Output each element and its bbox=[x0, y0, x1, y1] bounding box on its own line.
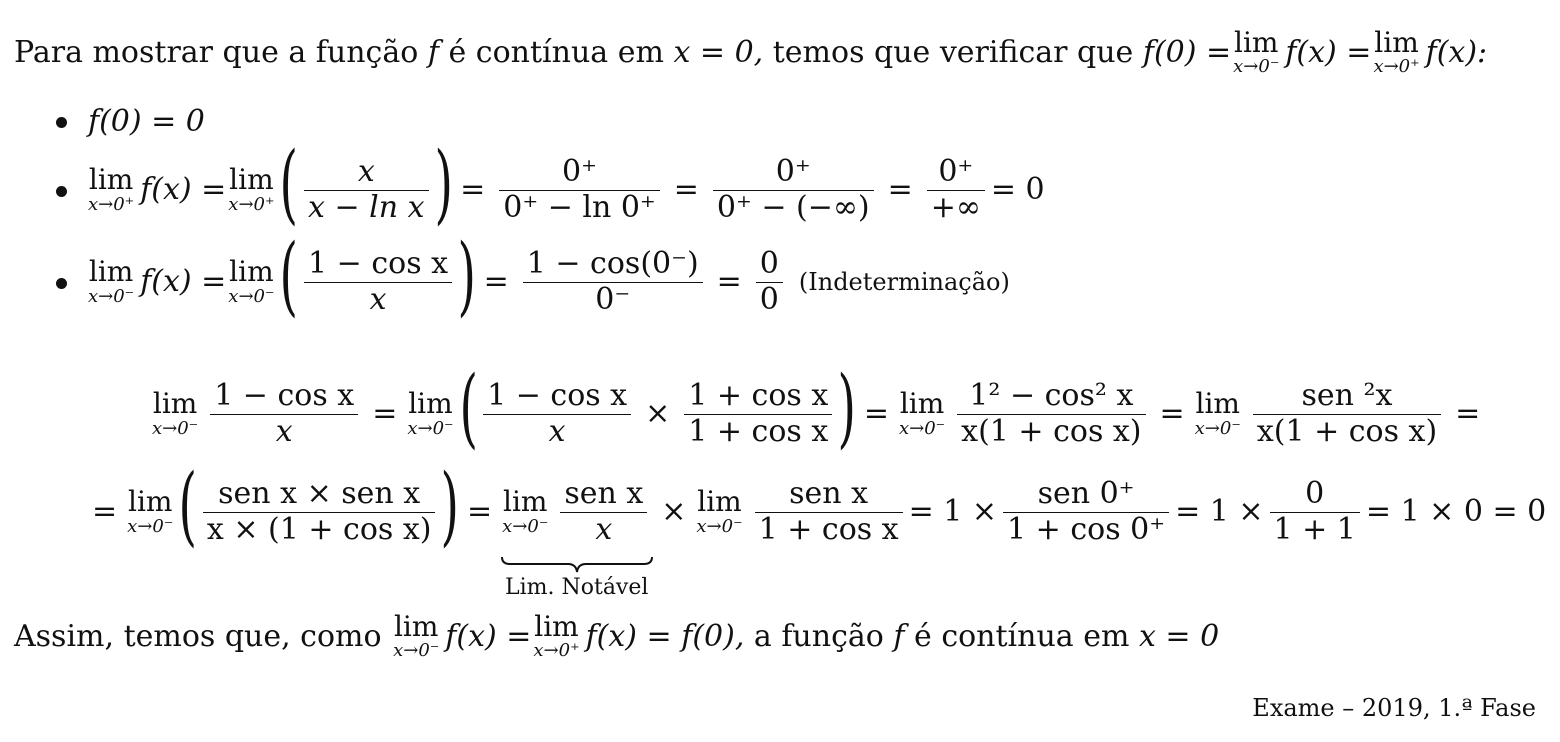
conclusion-lim-right: lim x→0⁺ bbox=[533, 610, 580, 662]
conclusion-line bbox=[14, 612, 1219, 661]
b2-frac4: $\frac{0^+}{+\infty}$ bbox=[927, 155, 985, 225]
eq1-lim-d: lim x→0⁻ bbox=[1194, 387, 1241, 439]
b2-result: = 0 bbox=[990, 172, 1045, 207]
equation-2: = lim x→0⁻ ( $\frac{\text{sen x × sen x}}{\text{x × (1 + cos x)}}$ ) = lim x→0⁻ $\frac{\text{sen x}}{x}$ Lim. Notável × lim x→0⁻ $\frac{\text{sen x}}{\text{1 + cos x}}$ = 1 × $\frac{\text{sen 0⁺}}{1 + \cos 0^+}$ = 1 × $\frac{0}{1 + 1}$ = 1 × 0 = 0 bbox=[92, 456, 1547, 600]
eq2-frac-c: $\frac{\text{sen x}}{\text{1 + cos x}}$ bbox=[755, 477, 903, 547]
intro-fx2: f(x): bbox=[1425, 34, 1488, 70]
left-paren: ( bbox=[280, 134, 299, 234]
b2-frac1: $\frac{x}{\text{x − ln x}}$ bbox=[304, 155, 429, 225]
conclusion-text-before: Assim, temos que, como bbox=[14, 618, 382, 654]
underbrace-icon bbox=[500, 555, 654, 573]
bullet-dot-1 bbox=[56, 117, 67, 128]
intro-lim-left: lim x→0⁻ bbox=[1233, 26, 1280, 78]
right-paren: ) bbox=[837, 358, 857, 458]
eq1-frac-b: $\frac{\text{1 − cos x}}{x}$ bbox=[483, 379, 631, 449]
eq2-lim-a: lim x→0⁻ bbox=[127, 485, 174, 537]
right-paren: ) bbox=[440, 456, 460, 556]
intro-text-before: Para mostrar que a função bbox=[14, 34, 419, 70]
eq2-frac-d: $\frac{\text{sen 0⁺}}{1 + \cos 0^+}$ bbox=[1003, 477, 1169, 547]
left-paren: ( bbox=[280, 226, 299, 326]
intro-fx1: f(x) = bbox=[1285, 34, 1372, 70]
brace-label: Lim. Notável bbox=[504, 575, 649, 600]
b3-fx: f(x) = bbox=[140, 264, 227, 299]
eq2-frac-a: $\frac{\text{sen x × sen x}}{\text{x × (1 + cos x)}}$ bbox=[203, 477, 436, 547]
left-paren: ( bbox=[459, 358, 478, 458]
bullet-1: f(0) = 0 bbox=[88, 104, 205, 139]
equation-1: lim x→0⁻ $\frac{\text{1 − cos x}}{x}$ = lim x→0⁻ ( $\frac{\text{1 − cos x}}{x}$ × $\frac{\text{1 + cos x}}{\text{1 + cos x}}$ ) = lim x→0⁻ $\frac{\text{1² − cos² x}}{\text{x(1 + cos x)}}$ = lim x→0⁻ $\frac{\text{sen ²x}}{\text{x(1 + cos x)}}$ = bbox=[152, 358, 1481, 458]
b3-frac2: $\frac{1 - \cos(0^-)}{0^-}$ bbox=[523, 247, 703, 317]
b2-lim: lim x→0⁺ bbox=[88, 163, 135, 215]
conclusion-cond: x = 0 bbox=[1138, 618, 1220, 654]
left-paren: ( bbox=[178, 456, 198, 556]
b3-lim-2: lim x→0⁻ bbox=[228, 255, 275, 307]
b3-note: (Indeterminação) bbox=[798, 268, 1010, 296]
eq2-frac-b: $\frac{\text{sen x}}{x}$ bbox=[560, 477, 647, 547]
conclusion-fx1: f(x) = bbox=[445, 618, 532, 654]
intro-text-mid2: temos que verificar que bbox=[772, 34, 1134, 70]
bullet-dot-2 bbox=[56, 186, 67, 197]
conclusion-lim-left: lim x→0⁻ bbox=[393, 610, 440, 662]
notable-limit-group bbox=[500, 476, 653, 600]
eq2-lim-c: lim x→0⁻ bbox=[696, 485, 743, 537]
b3-frac1: $\frac{\text{1 − cos x}}{x}$ bbox=[304, 247, 452, 317]
intro-expr: f(0) = bbox=[1142, 34, 1232, 70]
intro-cond: x = 0, bbox=[673, 34, 764, 70]
b3-lim: lim x→0⁻ bbox=[88, 255, 135, 307]
source-footer: Exame – 2019, 1.ª Fase bbox=[1252, 694, 1536, 722]
eq2-mid2: = 1 × bbox=[1175, 494, 1264, 529]
eq1-lim-b: lim x→0⁻ bbox=[407, 387, 454, 439]
eq1-frac-a: $\frac{\text{1 − cos x}}{x}$ bbox=[210, 379, 358, 449]
b3-frac3: $\frac{0}{0}$ bbox=[756, 247, 783, 317]
conclusion-text-end: é contínua em bbox=[914, 618, 1130, 654]
eq1-lim-a: lim x→0⁻ bbox=[152, 387, 199, 439]
bullet-dot-3 bbox=[56, 278, 67, 289]
bullet-3: lim x→0⁻ f(x) = lim x→0⁻ ( $\frac{\text{1 − cos x}}{x}$ ) = $\frac{1 - \cos(0^-)}{0^-}$ = $\frac{0}{0}$ (Indeterminação) bbox=[88, 226, 1010, 326]
eq1-times: × bbox=[645, 396, 671, 431]
intro-line bbox=[14, 28, 1487, 77]
eq2-lim-b: lim x→0⁻ bbox=[502, 485, 549, 537]
eq1-frac-d: $\frac{\text{1² − cos² x}}{\text{x(1 + cos x)}}$ bbox=[957, 379, 1145, 449]
eq1-lim-c: lim x→0⁻ bbox=[898, 387, 946, 439]
b2-fx: f(x) = bbox=[140, 172, 227, 207]
eq2-mid1: = 1 × bbox=[908, 494, 998, 529]
eq2-end: = 1 × 0 = 0 bbox=[1365, 494, 1547, 529]
eq1-frac-e: $\frac{\text{sen ²x}}{\text{x(1 + cos x)}}$ bbox=[1253, 379, 1441, 449]
bullet-2: lim x→0⁺ f(x) = lim x→0⁺ ( $\frac{x}{\text{x − ln x}}$ ) = $\frac{0^+}{0^+ - \ln 0^+}$ = $\frac{0^+}{0^+ - (-\infty)}$ = $\frac{0^+}{+\infty}$ = 0 bbox=[88, 134, 1045, 234]
conclusion-text-after: a função bbox=[753, 618, 884, 654]
conclusion-f: f bbox=[893, 618, 905, 654]
right-paren: ) bbox=[434, 134, 453, 234]
intro-text-mid1: é contínua em bbox=[448, 34, 664, 70]
right-paren: ) bbox=[457, 226, 477, 326]
conclusion-fx2: f(x) = f(0), bbox=[585, 618, 745, 654]
b2-lim-2: lim x→0⁺ bbox=[228, 163, 275, 215]
eq1-frac-c: $\frac{\text{1 + cos x}}{\text{1 + cos x}}$ bbox=[684, 379, 832, 449]
b2-frac3: $\frac{0^+}{0^+ - (-\infty)}$ bbox=[713, 155, 874, 225]
b2-frac2: $\frac{0^+}{0^+ - \ln 0^+}$ bbox=[499, 155, 660, 225]
eq2-frac-e: $\frac{0}{1 + 1}$ bbox=[1270, 477, 1360, 547]
intro-f: f bbox=[427, 34, 439, 70]
intro-lim-right: lim x→0⁺ bbox=[1373, 26, 1420, 78]
